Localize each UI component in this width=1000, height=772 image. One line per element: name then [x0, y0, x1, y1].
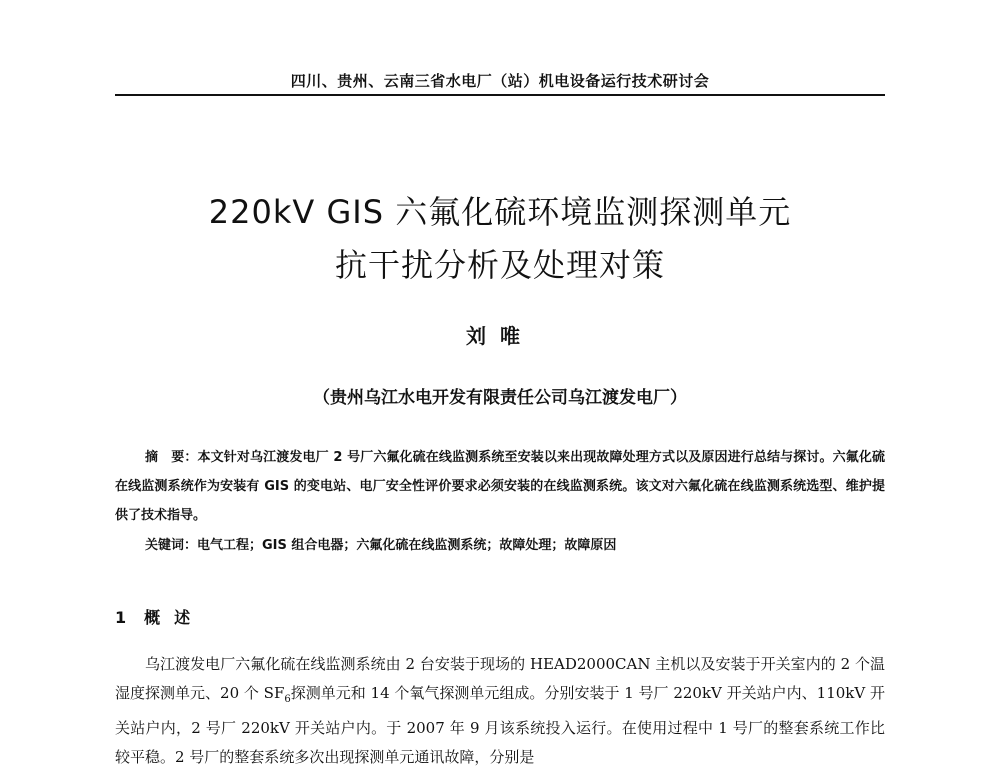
- section-title: 概述: [144, 608, 205, 627]
- abstract: [115, 443, 885, 530]
- section-heading-1: [115, 605, 204, 628]
- header-rule: [115, 94, 885, 96]
- keywords: [145, 535, 885, 557]
- affiliation: （贵州乌江水电开发有限责任公司乌江渡发电厂）: [313, 388, 687, 408]
- keywords-text: 电气工程；GIS 组合电器；六氟化硫在线监测系统；故障处理；故障原因: [197, 538, 617, 553]
- keywords-label: 关键词：: [145, 538, 198, 553]
- abstract-text: 本文针对乌江渡发电厂 2 号厂六氟化硫在线监测系统至安装以来出现故障处理方式以及原因进行总结与探讨。六氟化硫在线监测系统作为安装有 GIS 的变电站、电厂安全性评价要求必须安装的在线监测系统。该文对六氟化硫在线监测系统选型、维护提供了技术指导。: [115, 450, 885, 523]
- paper-title-line-2: 抗干扰分析及处理对策: [334, 246, 665, 284]
- section-number: 1: [115, 608, 127, 627]
- body-paragraph-1: [115, 650, 885, 772]
- paragraph-text-part-1: 乌江渡发电厂六氟化硫在线监测系统由 2 台安装于现场的 HEAD2000CAN 主机以及安装于开关室内的 2 个温湿度探测单元、20 个 SF: [115, 655, 885, 702]
- author: 刘唯: [466, 324, 534, 348]
- paragraph-text-part-2: 探测单元和 14 个氧气探测单元组成。分别安装于 1 号厂 220kV 开关站户内、110kV 开关站户内，2 号厂 220kV 开关站户内。于 2007 年 9 月该系统投入运行。在使用过程中 1 号厂的整套系统工作比较平稳。2 号厂的整套系统多次出现探测单元通讯故障，分别是: [115, 684, 885, 766]
- running-header: 四川、贵州、云南三省水电厂（站）机电设备运行技术研讨会: [290, 72, 710, 90]
- sf6-subscript: 6: [284, 694, 291, 705]
- abstract-label: 摘 要：: [145, 450, 198, 465]
- paper-title-line-1: 220kV GIS 六氟化硫环境监测探测单元: [208, 193, 792, 231]
